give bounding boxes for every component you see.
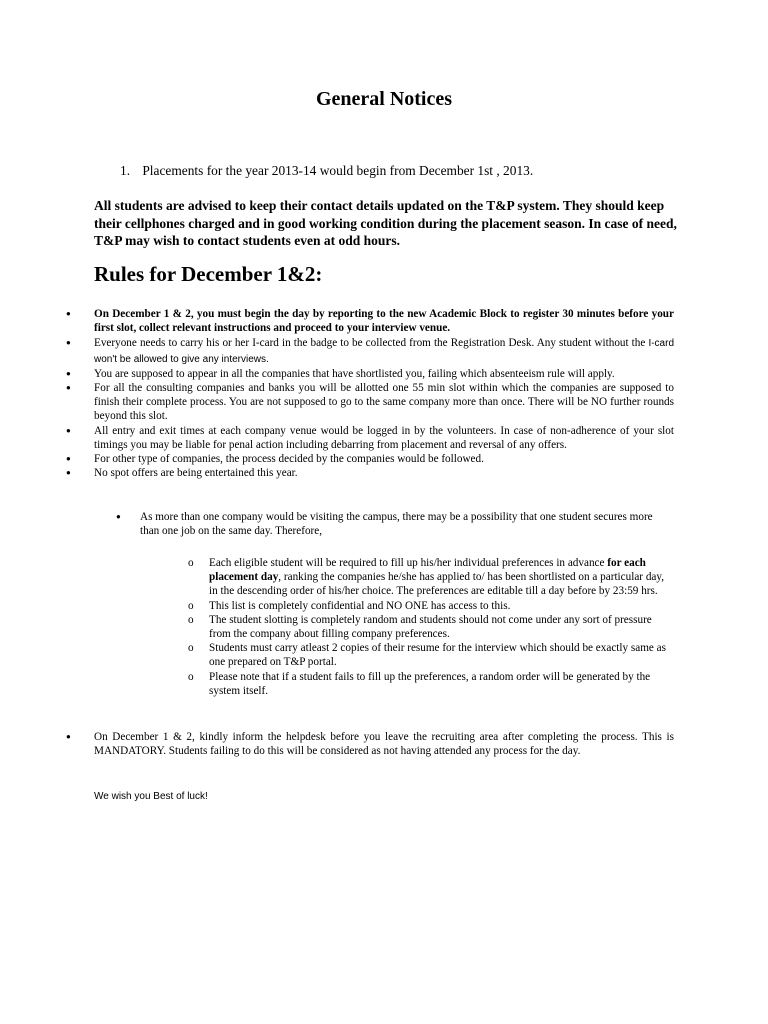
circle-marker-icon: o — [188, 599, 194, 612]
preference-text: Each eligible student will be required to fill up his/her individual preferences in advance — [209, 557, 605, 569]
rule-item — [0, 307, 674, 335]
preference-emphasis: for each placement day — [209, 557, 646, 584]
bullet-icon: ● — [66, 732, 71, 741]
rules-heading: Rules for December 1&2: — [94, 262, 323, 286]
rule-text: Everyone needs to carry his or her I-card in the badge to be collected from the Registration Desk. Any student without the — [94, 337, 646, 350]
bullet-icon: ● — [116, 512, 121, 521]
item-text: Placements for the year 2013-14 would begin from December 1st , 2013. — [142, 163, 534, 178]
rule-item — [0, 452, 674, 466]
preference-text-continued: , ranking the companies he/she has applied to/ has been shortlisted on a particular day, in the descending order of his/her choice. The preferences are editable till a day before by 23:59 hrs. — [209, 571, 665, 598]
advice-paragraph: All students are advised to keep their contact details updated on the T&P system. They should keep their cellphones charged and in good working condition during the placement season. In case of need, T&P may wish to contact students even at odd hours. — [94, 198, 677, 248]
rule-text: For other type of companies, the process decided by the companies would be followed. — [94, 453, 484, 466]
preference-text: This list is completely confidential and NO ONE has access to this. — [209, 599, 511, 612]
bullet-icon: ● — [66, 309, 71, 318]
bullet-icon: ● — [66, 468, 71, 478]
preference-item — [0, 556, 675, 599]
rule-item — [0, 381, 674, 424]
circle-marker-icon: o — [188, 557, 194, 569]
rule-text: No spot offers are being entertained this year. — [94, 467, 298, 480]
sub-bullet-text: As more than one company would be visiting the campus, there may be a possibility that one student secures more than one job on the same day. Therefore, — [140, 511, 653, 538]
final-rule — [66, 730, 674, 758]
bullet-icon: ● — [66, 368, 71, 378]
preference-text: Please note that if a student fails to fill up the preferences, a random order will be generated by the system itself. — [209, 670, 651, 697]
preferences-list — [0, 556, 768, 698]
rules-list — [0, 307, 768, 480]
bullet-icon: ● — [66, 454, 71, 464]
rule-item — [0, 424, 674, 452]
final-rule-text: On December 1 & 2, kindly inform the helpdesk before you leave the recruiting area after completing the process. This is MANDATORY. Students failing to do this will be considered as not having attended any process for the day. — [94, 731, 674, 758]
preference-text: Students must carry atleast 2 copies of their resume for the interview which should be exactly same as one prepared on T&P portal. — [209, 642, 666, 669]
rule-text-continued: I-card won't be allowed to give any interviews. — [94, 338, 674, 365]
bullet-icon: ● — [66, 425, 71, 435]
sign-off: We wish you Best of luck! — [94, 791, 208, 802]
circle-marker-icon: o — [188, 642, 194, 655]
item-number: 1. — [120, 163, 131, 178]
preference-item — [0, 599, 675, 613]
rule-item — [0, 367, 674, 381]
preference-text: The student slotting is completely random and students should not come under any sort of pressure from the company about filling company preferences. — [209, 613, 652, 641]
rule-text: On December 1 & 2, you must begin the day by reporting to the new Academic Block to register 30 minutes before your first slot, collect relevant instructions and proceed to your interview venue. — [94, 308, 674, 335]
rule-text: You are supposed to appear in all the companies that have shortlisted you, failing which absenteeism rule will apply. — [94, 367, 615, 380]
bullet-icon: ● — [66, 383, 71, 393]
sub-bullet-item — [116, 510, 674, 538]
preference-item — [0, 670, 675, 698]
numbered-item — [120, 163, 533, 179]
circle-marker-icon: o — [188, 670, 194, 683]
page-title: General Notices — [315, 88, 453, 110]
preference-item — [0, 641, 675, 669]
circle-marker-icon: o — [188, 613, 194, 626]
bullet-icon: ● — [66, 338, 71, 348]
preference-item — [0, 613, 675, 641]
rule-text: All entry and exit times at each company venue would be logged in by the volunteers. In case of non-adherence of your slot timings you may be liable for penal action including debarring from placement and reversal of any offers. — [94, 424, 674, 451]
rule-item — [0, 336, 674, 366]
rule-text: For all the consulting companies and banks you will be allotted one 55 min slot within which the companies are supposed to finish their complete process. You are not supposed to go to the same company more than once. There will be NO further rounds beyond this slot. — [94, 382, 674, 423]
rule-item — [0, 466, 674, 480]
